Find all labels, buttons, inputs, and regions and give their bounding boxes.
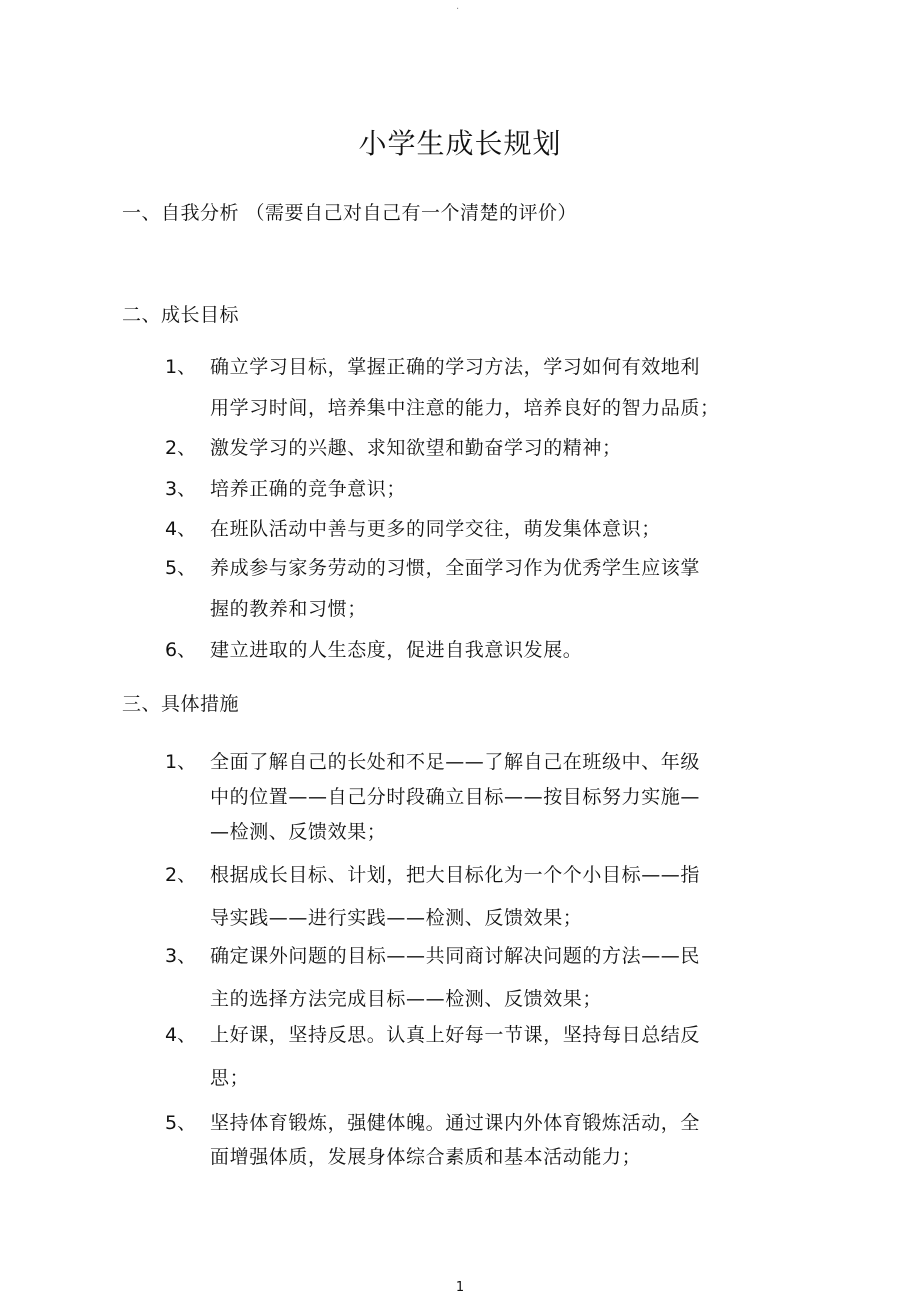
item-text-line: 确定课外问题的目标——共同商讨解决问题的方法——民 (210, 945, 701, 967)
page-number: 1 (455, 1280, 465, 1295)
item-text-line: 面增强体质，发展身体综合素质和基本活动能力； (210, 1146, 642, 1168)
item-number: 5、 (165, 1112, 197, 1134)
section-heading-growth-goals: 二、成长目标 (122, 304, 240, 326)
item-text-line: 导实践——进行实践——检测、反馈效果； (210, 907, 583, 929)
item-text-line: 思； (210, 1067, 250, 1089)
item-number: 2、 (165, 437, 197, 459)
item-text-line: 坚持体育锻炼，强健体魄。通过课内外体育锻炼活动，全 (210, 1112, 701, 1134)
item-number: 1、 (165, 751, 197, 773)
item-text-line: 建立进取的人生态度，促进自我意识发展。 (210, 639, 583, 661)
top-mark: · (456, 4, 460, 15)
item-text-line: 培养正确的竞争意识； (210, 478, 407, 500)
item-number: 3、 (165, 945, 197, 967)
item-text-line: 根据成长目标、计划，把大目标化为一个个小目标——指 (210, 864, 701, 886)
section-heading-self-analysis: 一、自我分析 （需要自己对自己有一个清楚的评价） (122, 202, 578, 224)
item-text-line: —检测、反馈效果； (210, 821, 387, 843)
item-number: 5、 (165, 557, 197, 579)
item-text-line: 用学习时间，培养集中注意的能力，培养良好的智力品质； (210, 397, 720, 419)
item-number: 4、 (165, 518, 197, 540)
item-text-line: 上好课，坚持反思。认真上好每一节课，坚持每日总结反 (210, 1024, 701, 1046)
item-number: 2、 (165, 864, 197, 886)
item-text-line: 握的教养和习惯； (210, 598, 367, 620)
item-text-line: 中的位置——自己分时段确立目标——按目标努力实施— (210, 786, 701, 808)
item-text-line: 激发学习的兴趣、求知欲望和勤奋学习的精神； (210, 437, 622, 459)
item-text-line: 养成参与家务劳动的习惯，全面学习作为优秀学生应该掌 (210, 557, 701, 579)
item-text-line: 全面了解自己的长处和不足——了解自己在班级中、年级 (210, 751, 701, 773)
document-title: 小学生成长规划 (358, 127, 562, 160)
item-number: 6、 (165, 639, 197, 661)
section-heading-specific-measures: 三、具体措施 (122, 693, 240, 715)
item-text-line: 主的选择方法完成目标——检测、反馈效果； (210, 988, 603, 1010)
item-text-line: 确立学习目标，掌握正确的学习方法，学习如何有效地利 (210, 356, 701, 378)
item-text-line: 在班队活动中善与更多的同学交往，萌发集体意识； (210, 518, 661, 540)
item-number: 1、 (165, 356, 197, 378)
item-number: 3、 (165, 478, 197, 500)
item-number: 4、 (165, 1024, 197, 1046)
